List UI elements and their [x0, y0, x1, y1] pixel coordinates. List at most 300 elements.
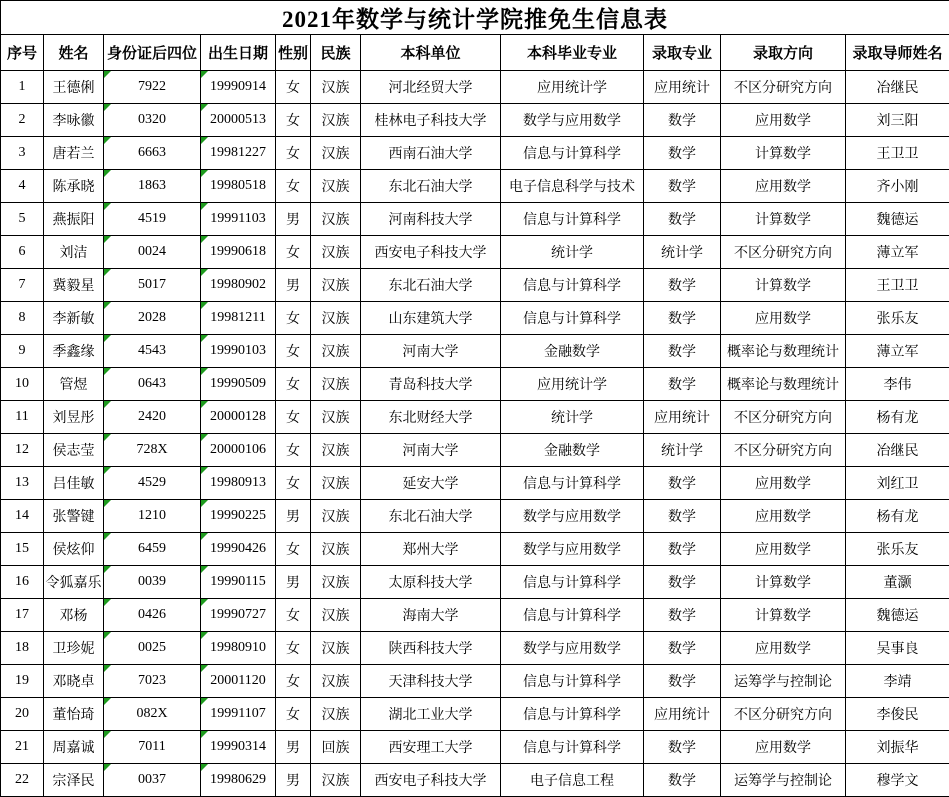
cell-text: 不区分研究方向: [734, 81, 832, 96]
cell-text: 信息与计算科学: [523, 609, 621, 624]
table-cell: [501, 170, 644, 203]
cell-text: 4529: [138, 475, 166, 490]
table-cell: [501, 533, 644, 566]
table-cell: [501, 203, 644, 236]
table-cell: [201, 137, 276, 170]
table-cell: [501, 401, 644, 434]
table-cell: [361, 368, 501, 401]
table-cell: [361, 500, 501, 533]
table-cell: [721, 104, 846, 137]
table-cell: [311, 401, 361, 434]
table-cell: [311, 269, 361, 302]
cell-text: 19: [15, 673, 29, 688]
cell-text: 0643: [138, 376, 166, 391]
cell-text: 吴事良: [877, 642, 919, 657]
table-cell: [361, 137, 501, 170]
table-cell: [644, 665, 721, 698]
text-format-corner-indicator-icon: [104, 566, 111, 573]
cell-text: 汉族: [322, 576, 350, 591]
table-cell: [201, 269, 276, 302]
table-cell: [201, 104, 276, 137]
table-cell: [501, 137, 644, 170]
cell-text: 薄立军: [877, 246, 919, 261]
table-cell: [1, 236, 44, 269]
table-cell: [44, 269, 104, 302]
table-cell: [44, 500, 104, 533]
table-cell: [501, 566, 644, 599]
cell-text: 12: [15, 442, 29, 457]
table-cell: [846, 764, 949, 797]
cell-text: 李俊民: [877, 708, 919, 723]
cell-text: 齐小刚: [877, 180, 919, 195]
cell-text: 不区分研究方向: [734, 708, 832, 723]
cell-text: 10: [15, 376, 29, 391]
cell-text: 15: [15, 541, 29, 556]
table-cell: [276, 104, 311, 137]
cell-text: 20000513: [210, 112, 266, 127]
text-format-corner-indicator-icon: [201, 698, 208, 705]
cell-text: 汉族: [322, 114, 350, 129]
table-cell: [644, 71, 721, 104]
table-cell: [644, 467, 721, 500]
table-row: [1, 71, 949, 104]
table-cell: [1, 665, 44, 698]
cell-text: 1863: [138, 178, 166, 193]
table-cell: [311, 368, 361, 401]
table-cell: [361, 401, 501, 434]
table-cell: [846, 269, 949, 302]
table-cell: [311, 731, 361, 764]
table-cell: [361, 269, 501, 302]
cell-text: 计算数学: [755, 576, 811, 591]
cell-text: 统计学: [551, 411, 593, 426]
text-format-corner-indicator-icon: [104, 632, 111, 639]
table-row: [1, 170, 949, 203]
cell-text: 穆学文: [877, 774, 919, 789]
table-cell: [846, 467, 949, 500]
table-cell: [1, 599, 44, 632]
cell-text: 刘振华: [877, 741, 919, 756]
cell-text: 20: [15, 706, 29, 721]
cell-text: 19990103: [210, 343, 266, 358]
cell-text: 燕振阳: [53, 213, 95, 228]
cell-text: 青岛科技大学: [389, 378, 473, 393]
cell-text: 运筹学与控制论: [734, 675, 832, 690]
table-cell: [501, 698, 644, 731]
cell-text: 19980518: [210, 178, 266, 193]
cell-text: 统计学: [661, 444, 703, 459]
cell-text: 河南大学: [403, 444, 459, 459]
table-cell: [311, 467, 361, 500]
table-cell: [644, 236, 721, 269]
cell-text: 信息与计算科学: [523, 213, 621, 228]
table-cell: [201, 203, 276, 236]
table-cell: [1, 467, 44, 500]
cell-text: 卫珍妮: [53, 642, 95, 657]
table-cell: [104, 236, 201, 269]
cell-text: 应用数学: [755, 180, 811, 195]
cell-text: 湖北工业大学: [389, 708, 473, 723]
text-format-corner-indicator-icon: [201, 665, 208, 672]
cell-text: 周嘉诚: [53, 741, 95, 756]
cell-text: 不区分研究方向: [734, 411, 832, 426]
table-cell: [501, 71, 644, 104]
table-cell: [361, 203, 501, 236]
cell-text: 7011: [138, 739, 165, 754]
text-format-corner-indicator-icon: [201, 203, 208, 210]
table-cell: [721, 71, 846, 104]
cell-text: 计算数学: [755, 279, 811, 294]
cell-text: 王卫卫: [877, 279, 919, 294]
table-cell: [276, 236, 311, 269]
cell-text: 太原科技大学: [389, 576, 473, 591]
table-cell: [311, 566, 361, 599]
cell-text: 海南大学: [403, 609, 459, 624]
cell-text: 信息与计算科学: [523, 279, 621, 294]
cell-text: 宗泽民: [53, 774, 95, 789]
cell-text: 女: [286, 378, 300, 393]
table-cell: [44, 665, 104, 698]
cell-text: 2028: [138, 310, 166, 325]
text-format-corner-indicator-icon: [201, 71, 208, 78]
table-cell: [44, 203, 104, 236]
page-title: 2021年数学与统计学院推免生信息表: [1, 1, 949, 35]
table-cell: [846, 665, 949, 698]
table-cell: [311, 71, 361, 104]
cell-text: 数学与应用数学: [523, 642, 621, 657]
cell-text: 数学: [668, 774, 696, 789]
cell-text: 0037: [138, 772, 166, 787]
cell-text: 女: [286, 312, 300, 327]
cell-text: 刘红卫: [877, 477, 919, 492]
table-cell: [201, 170, 276, 203]
cell-text: 计算数学: [755, 213, 811, 228]
table-cell: [361, 170, 501, 203]
table-cell: [276, 137, 311, 170]
table-cell: [201, 368, 276, 401]
text-format-corner-indicator-icon: [104, 203, 111, 210]
table-cell: [104, 533, 201, 566]
cell-text: 6459: [138, 541, 166, 556]
table-cell: [276, 269, 311, 302]
cell-text: 数学与应用数学: [523, 543, 621, 558]
cell-text: 18: [15, 640, 29, 655]
text-format-corner-indicator-icon: [201, 137, 208, 144]
cell-text: 侯炫仰: [53, 543, 95, 558]
table-cell: [1, 764, 44, 797]
table-cell: [846, 203, 949, 236]
table-cell: [501, 269, 644, 302]
cell-text: 数学: [668, 147, 696, 162]
table-row: [1, 698, 949, 731]
cell-text: 19981227: [210, 145, 266, 160]
table-row: [1, 269, 949, 302]
cell-text: 信息与计算科学: [523, 576, 621, 591]
table-cell: [311, 599, 361, 632]
cell-text: 女: [286, 345, 300, 360]
table-cell: [721, 467, 846, 500]
table-cell: [721, 269, 846, 302]
table-cell: [1, 302, 44, 335]
table-cell: [1, 368, 44, 401]
cell-text: 汉族: [322, 444, 350, 459]
table-cell: [104, 467, 201, 500]
table-cell: [1, 731, 44, 764]
table-cell: [501, 302, 644, 335]
table-cell: [721, 137, 846, 170]
cell-text: 汉族: [322, 345, 350, 360]
cell-text: 女: [286, 675, 300, 690]
text-format-corner-indicator-icon: [104, 434, 111, 441]
cell-text: 东北财经大学: [389, 411, 473, 426]
cell-text: 河北经贸大学: [389, 81, 473, 96]
cell-text: 男: [286, 510, 300, 525]
table-cell: [276, 500, 311, 533]
table-cell: [846, 137, 949, 170]
table-cell: [104, 632, 201, 665]
column-header: 性别: [276, 35, 311, 71]
table-cell: [311, 335, 361, 368]
table-row: [1, 533, 949, 566]
table-cell: [104, 434, 201, 467]
table-cell: [721, 401, 846, 434]
cell-text: 西安电子科技大学: [375, 246, 487, 261]
cell-text: 信息与计算科学: [523, 312, 621, 327]
cell-text: 汉族: [322, 477, 350, 492]
table-cell: [644, 269, 721, 302]
table-cell: [276, 302, 311, 335]
table-cell: [361, 302, 501, 335]
cell-text: 汉族: [322, 411, 350, 426]
table-cell: [201, 71, 276, 104]
table-cell: [104, 599, 201, 632]
table-cell: [846, 401, 949, 434]
cell-text: 季鑫缘: [53, 345, 95, 360]
cell-text: 19990314: [210, 739, 266, 754]
cell-text: 冶继民: [877, 444, 919, 459]
cell-text: 汉族: [322, 708, 350, 723]
cell-text: 王德俐: [53, 81, 95, 96]
table-cell: [1, 137, 44, 170]
table-row: [1, 632, 949, 665]
table-cell: [721, 698, 846, 731]
table-cell: [501, 500, 644, 533]
cell-text: 回族: [322, 741, 350, 756]
table-row: [1, 335, 949, 368]
cell-text: 19980913: [210, 475, 266, 490]
table-row: [1, 731, 949, 764]
cell-text: 数学: [668, 279, 696, 294]
cell-text: 4: [19, 178, 26, 193]
text-format-corner-indicator-icon: [201, 467, 208, 474]
cell-text: 运筹学与控制论: [734, 774, 832, 789]
cell-text: 0039: [138, 574, 166, 589]
cell-text: 概率论与数理统计: [727, 345, 839, 360]
table-cell: [311, 434, 361, 467]
table-cell: [311, 236, 361, 269]
text-format-corner-indicator-icon: [201, 302, 208, 309]
cell-text: 女: [286, 543, 300, 558]
cell-text: 女: [286, 180, 300, 195]
cell-text: 不区分研究方向: [734, 444, 832, 459]
table-cell: [44, 434, 104, 467]
cell-text: 19980629: [210, 772, 266, 787]
column-header: 出生日期: [201, 35, 276, 71]
cell-text: 数学与应用数学: [523, 114, 621, 129]
cell-text: 1: [19, 79, 26, 94]
cell-text: 数学: [668, 180, 696, 195]
cell-text: 0024: [138, 244, 166, 259]
cell-text: 14: [15, 508, 29, 523]
cell-text: 魏德运: [877, 213, 919, 228]
table-cell: [361, 566, 501, 599]
cell-text: 数学: [668, 213, 696, 228]
cell-text: 应用数学: [755, 477, 811, 492]
text-format-corner-indicator-icon: [201, 401, 208, 408]
cell-text: 应用数学: [755, 642, 811, 657]
cell-text: 令狐嘉乐: [46, 576, 102, 591]
cell-text: 董灏: [884, 576, 912, 591]
cell-text: 男: [286, 774, 300, 789]
cell-text: 汉族: [322, 147, 350, 162]
cell-text: 郑州大学: [403, 543, 459, 558]
cell-text: 应用数学: [755, 312, 811, 327]
cell-text: 728X: [136, 442, 167, 457]
title-row: [1, 1, 949, 35]
table-cell: [1, 698, 44, 731]
table-cell: [361, 665, 501, 698]
table-cell: [276, 401, 311, 434]
table-cell: [104, 170, 201, 203]
cell-text: 侯志莹: [53, 444, 95, 459]
table-cell: [361, 599, 501, 632]
cell-text: 应用统计学: [537, 378, 607, 393]
table-cell: [501, 632, 644, 665]
cell-text: 李新敏: [53, 312, 95, 327]
cell-text: 张乐友: [877, 312, 919, 327]
table-cell: [276, 665, 311, 698]
table-cell: [201, 632, 276, 665]
cell-text: 7922: [138, 79, 166, 94]
cell-text: 汉族: [322, 675, 350, 690]
cell-text: 邓晓卓: [53, 675, 95, 690]
table-cell: [201, 401, 276, 434]
table-row: [1, 500, 949, 533]
cell-text: 邓杨: [60, 609, 88, 624]
table-cell: [276, 731, 311, 764]
table-cell: [311, 698, 361, 731]
cell-text: 张警键: [53, 510, 95, 525]
table-cell: [1, 71, 44, 104]
table-cell: [276, 533, 311, 566]
table-cell: [276, 764, 311, 797]
cell-text: 7023: [138, 673, 166, 688]
table-cell: [721, 533, 846, 566]
table-cell: [361, 764, 501, 797]
table-cell: [311, 500, 361, 533]
table-row: [1, 401, 949, 434]
cell-text: 数学: [668, 543, 696, 558]
table-cell: [846, 731, 949, 764]
text-format-corner-indicator-icon: [201, 731, 208, 738]
table-cell: [201, 698, 276, 731]
cell-text: 女: [286, 642, 300, 657]
table-cell: [276, 335, 311, 368]
table-cell: [44, 632, 104, 665]
table-cell: [276, 203, 311, 236]
table-row: [1, 203, 949, 236]
table-cell: [846, 368, 949, 401]
cell-text: 2420: [138, 409, 166, 424]
table-cell: [361, 731, 501, 764]
cell-text: 汉族: [322, 213, 350, 228]
table-cell: [201, 467, 276, 500]
cell-text: 应用统计: [654, 708, 710, 723]
table-cell: [104, 203, 201, 236]
cell-text: 魏德运: [877, 609, 919, 624]
table-cell: [721, 632, 846, 665]
table-cell: [644, 566, 721, 599]
table-row: [1, 764, 949, 797]
table-cell: [104, 302, 201, 335]
table-cell: [501, 599, 644, 632]
cell-text: 天津科技大学: [389, 675, 473, 690]
cell-text: 刘昱彤: [53, 411, 95, 426]
table-cell: [721, 500, 846, 533]
table-cell: [846, 566, 949, 599]
text-format-corner-indicator-icon: [104, 170, 111, 177]
table-cell: [44, 137, 104, 170]
cell-text: 计算数学: [755, 609, 811, 624]
cell-text: 管煜: [60, 378, 88, 393]
column-header: 录取导师姓名: [846, 35, 949, 71]
column-header-row: [1, 35, 949, 71]
cell-text: 21: [15, 739, 29, 754]
text-format-corner-indicator-icon: [201, 368, 208, 375]
cell-text: 不区分研究方向: [734, 246, 832, 261]
cell-text: 19990225: [210, 508, 266, 523]
table-cell: [104, 665, 201, 698]
table-cell: [644, 533, 721, 566]
cell-text: 李靖: [884, 675, 912, 690]
cell-text: 20000106: [210, 442, 266, 457]
table-cell: [644, 104, 721, 137]
cell-text: 5017: [138, 277, 166, 292]
cell-text: 女: [286, 708, 300, 723]
cell-text: 17: [15, 607, 29, 622]
table-cell: [644, 500, 721, 533]
table-cell: [44, 533, 104, 566]
table-row: [1, 467, 949, 500]
table-cell: [846, 698, 949, 731]
table-cell: [644, 335, 721, 368]
table-cell: [721, 203, 846, 236]
table-cell: [311, 632, 361, 665]
table-cell: [311, 170, 361, 203]
cell-text: 河南大学: [403, 345, 459, 360]
cell-text: 应用统计学: [537, 81, 607, 96]
table-cell: [644, 302, 721, 335]
table-cell: [1, 566, 44, 599]
cell-text: 19990509: [210, 376, 266, 391]
cell-text: 数学与应用数学: [523, 510, 621, 525]
cell-text: 西南石油大学: [389, 147, 473, 162]
text-format-corner-indicator-icon: [104, 104, 111, 111]
text-format-corner-indicator-icon: [201, 269, 208, 276]
column-header: 身份证后四位: [104, 35, 201, 71]
cell-text: 东北石油大学: [389, 180, 473, 195]
cell-text: 8: [19, 310, 26, 325]
